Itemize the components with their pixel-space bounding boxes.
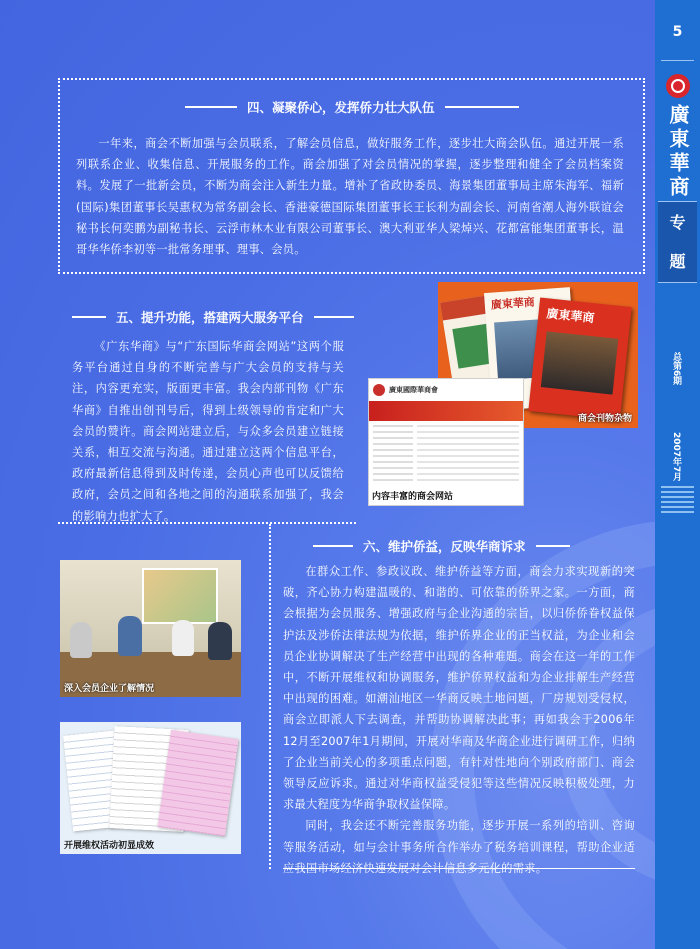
page-number: 5 <box>672 24 683 40</box>
section5-body <box>72 336 344 527</box>
column-divider <box>269 524 271 869</box>
meeting-person-2 <box>118 616 142 656</box>
bottom-divider <box>283 868 635 869</box>
sidebar-stripes <box>661 486 694 514</box>
mid-divider <box>58 522 356 524</box>
photo-documents <box>60 722 241 854</box>
website-logo-icon <box>373 384 385 396</box>
magazine-front-title: 廣東華商 <box>545 306 596 326</box>
issue-number: 总第6期 <box>671 352 681 386</box>
section4-heading <box>185 98 519 116</box>
photo-magazines-caption: 商会刊物杂物 <box>577 414 632 424</box>
website-header <box>369 379 523 401</box>
section-label-box <box>658 201 697 283</box>
section-label-2: 题 <box>669 252 686 271</box>
heading-rule-right <box>536 545 570 547</box>
section4-heading-text: 四、凝聚侨心，发挥侨力壮大队伍 <box>247 100 435 115</box>
photo-website <box>368 378 524 506</box>
meeting-person-3 <box>172 620 194 656</box>
photo-documents-caption: 开展维权活动初显成效 <box>64 841 155 851</box>
meeting-wall-map <box>142 568 218 624</box>
website-column-left <box>373 425 413 485</box>
website-content <box>369 421 523 489</box>
section4-paragraph: 一年来，商会不断加强与会员联系，了解会员信息，做好服务工作，逐步壮大商会队伍。通过开展一系列联系企业、收集信息、开展服务的工作。商会加强了对会员情况的掌握，逐步整理和健全了会员档案资料。发展了一批新会员，不断为商会注入新生力量。增补了省政协委员、海景集团董事局主席朱海军、福新(国际)集团董事长吴惠权为常务副会长、香港豪德国际集团董事长王长利为副会长、河南省潮人海外联谊会秘书长何奕鹏为副秘书长、云浮市林木业有限公司董事长、澳大利亚华人梁焯兴、花都富能集团董事长，温哥华华侨李初等一批常务理事、理事、会员。 <box>76 137 624 257</box>
magazine-title: 廣東華商 <box>666 104 690 200</box>
logo-inner <box>671 79 685 93</box>
section5-heading <box>72 308 354 326</box>
section6-paragraph-1: 在群众工作、参政议政、维护侨益等方面，商会力求实现新的突破，齐心协力构建温暖的、和谐的、可依靠的侨界之家。一方面，商会根据为会员服务、增强政府与企业沟通的宗旨，以归侨侨眷权益保护法及涉侨法律法规为依据，维护侨界企业的正当权益，为企业和会员企业协调解决了生产经营中出现的各种难题。商会在这一年的工作中，不断开展维权和协调服务，维护侨界权益和为企业排解生产经营中出现的困难。如潮汕地区一华商反映土地问题，厂房规划受侵权，商会立即派人下去调查，并帮助协调解决此事；再如我会于2006年12月至2007年1月期间，开展对华商及华商企业进行调研工作，归纳了企业当前关心的多项重点问题，有针对性地向个别政府部门、商会领导反应诉求。通过对华商权益受侵犯等这些情况反映积极处理，力求最大程度为华商争取权益保障。 <box>283 565 635 812</box>
section6-paragraph-2: 同时，我会还不断完善服务功能，逐步开展一系列的培训、咨询等服务活动，如与会计事务所合作举办了税务培训课程，帮助企业适应我国市场经济快速发展对会计信息多元化的需求。 <box>283 819 635 875</box>
magazine-cover-front <box>528 298 631 421</box>
section6-heading <box>313 537 570 555</box>
document-sheet-pink <box>158 730 239 837</box>
issue-date: 2007年7月 <box>671 432 681 482</box>
section4-body <box>76 133 624 260</box>
photo-meeting-caption: 深入会员企业了解情况 <box>64 684 155 694</box>
website-column-main <box>417 425 519 485</box>
section6-heading-text: 六、维护侨益，反映华商诉求 <box>363 539 526 554</box>
heading-rule-right <box>314 316 354 318</box>
section5-heading-text: 五、提升功能，搭建两大服务平台 <box>116 310 304 325</box>
website-banner <box>369 401 523 421</box>
section-label-1: 专 <box>669 213 686 232</box>
photo-website-caption: 内容丰富的商会网站 <box>372 492 454 502</box>
sidebar-separator <box>661 60 694 61</box>
heading-rule-left <box>313 545 353 547</box>
heading-rule-left <box>72 316 106 318</box>
photo-meeting <box>60 560 241 697</box>
section6-body <box>283 561 635 879</box>
heading-rule-right <box>445 106 519 108</box>
section5-paragraph: 《广东华商》与“广东国际华商会网站”这两个服务平台通过自身的不断完善与广大会员的支持与关注，内容更充实，版面更丰富。我会内部刊物《广东华商》自推出创刊号后，得到上级领导的肯定和广大会员的赞许。商会网站建立后，与众多会员建立链接关系，相互交流与沟通。通过建立这两个信息平台，政府最新信息得到及时传递，会员心声也可以反馈给政府，会员之间和各地之间的沟通联系加强了，我会的影响力也扩大了。 <box>72 340 344 523</box>
website-title: 廣東國際華商會 <box>389 386 438 394</box>
sidebar <box>655 0 700 949</box>
heading-rule-left <box>185 106 237 108</box>
meeting-person-4 <box>208 622 232 660</box>
meeting-person-1 <box>70 622 92 658</box>
magazine-front-photo <box>541 331 618 394</box>
magazine-middle-title: 廣東華商 <box>490 295 536 312</box>
logo-icon <box>666 74 690 98</box>
